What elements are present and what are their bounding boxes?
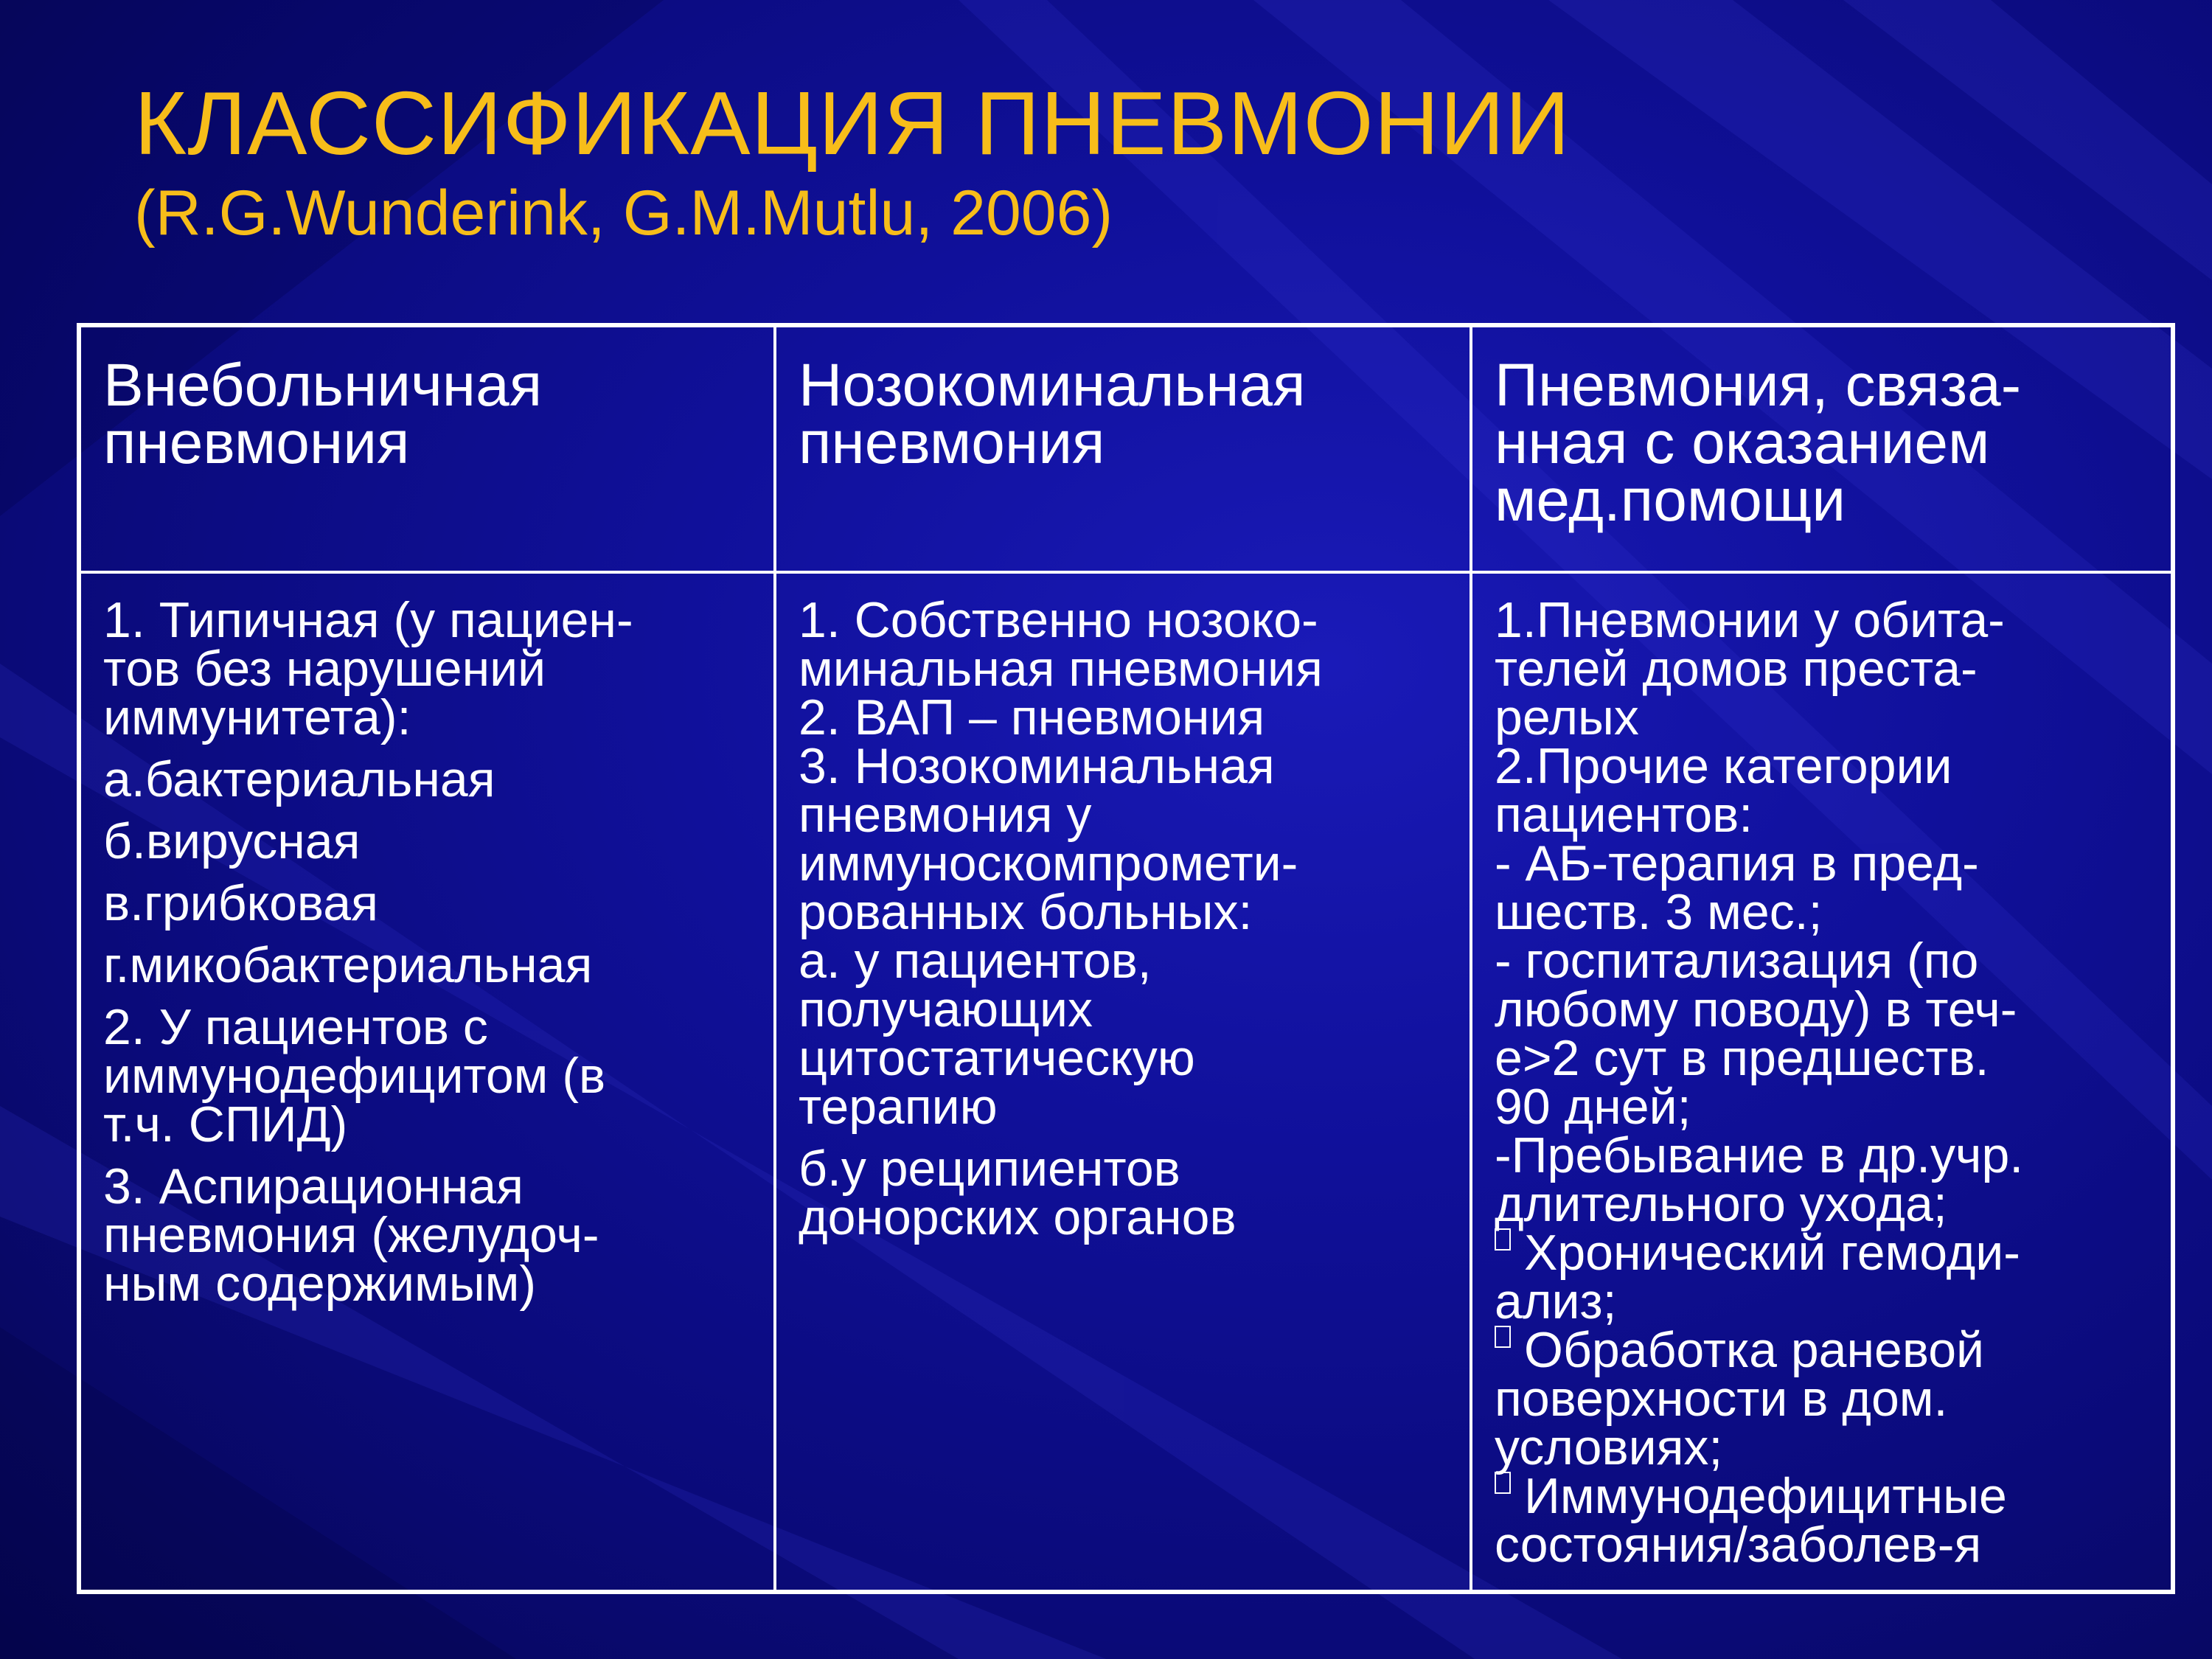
classification-table [77, 323, 2175, 1594]
cell-line: поверхности в дом. [1495, 1371, 1948, 1427]
cell-line: 1. Собственно нозоко- [799, 592, 1318, 648]
cell-line: длительного ухода; [1495, 1176, 1947, 1232]
cell-line: состояния/заболев-я [1495, 1517, 1982, 1573]
cell-line-text: Иммунодефицитные [1524, 1468, 2007, 1524]
cell-line: а. у пациентов, [799, 933, 1152, 989]
header-line: мед.помощи [1495, 467, 1846, 534]
cell-line: - АБ-терапия в пред- [1495, 835, 1979, 891]
cell-community-acquired [79, 572, 775, 1592]
missing-glyph-bullet-icon [1495, 1472, 1511, 1494]
header-line: пневмония [799, 409, 1105, 476]
cell-line: 90 дней; [1495, 1079, 1691, 1135]
cell-line-bulleted [1495, 1322, 2149, 1378]
header-line: Внебольничная [103, 352, 543, 419]
header-line: нная с оказанием [1495, 409, 1990, 476]
header-line: Нозокоминальная [799, 352, 1306, 419]
cell-line: цитостатическую [799, 1030, 1195, 1086]
cell-line: 2.Прочие категории [1495, 738, 1952, 794]
table-header-row [79, 325, 2173, 572]
cell-line: ализ; [1495, 1273, 1617, 1329]
missing-glyph-bullet-icon [1495, 1326, 1511, 1348]
cell-line: 1. Типичная (у пациен- [103, 592, 633, 648]
cell-line: релых [1495, 689, 1639, 745]
cell-line-text: Хронический гемоди- [1524, 1225, 2020, 1281]
cell-line-text: Обработка раневой [1524, 1322, 1985, 1378]
cell-line-bulleted [1495, 1225, 2149, 1281]
cell-line: б.вирусная [103, 813, 361, 869]
title-block [134, 74, 1571, 254]
cell-line: 1.Пневмонии у обита- [1495, 592, 2005, 648]
cell-line: любому поводу) в теч- [1495, 981, 2017, 1037]
cell-line: ным содержимым) [103, 1256, 536, 1312]
page-subtitle: (R.G.Wunderink, G.M.Mutlu, 2006) [134, 178, 1113, 248]
cell-line: -Пребывание в др.учр. [1495, 1127, 2024, 1183]
cell-line: 2. ВАП – пневмония [799, 689, 1265, 745]
cell-line: терапию [799, 1079, 998, 1135]
header-community-acquired [79, 325, 775, 572]
cell-line: иммунитета): [103, 689, 411, 745]
cell-line: пневмония у [799, 787, 1092, 843]
cell-line: шеств. 3 мес.; [1495, 884, 1823, 940]
cell-line: 2. У пациентов с [103, 999, 488, 1055]
cell-line: тов без нарушений [103, 641, 546, 697]
cell-line: г.микобактериальная [103, 937, 593, 993]
cell-line: рованных больных: [799, 884, 1253, 940]
cell-line: условиях; [1495, 1419, 1723, 1475]
cell-line: 3. Нозокоминальная [799, 738, 1275, 794]
cell-line: иммунодефицитом (в [103, 1048, 606, 1104]
table-row [79, 572, 2173, 1592]
cell-line: пневмония (желудоч- [103, 1207, 599, 1263]
cell-line: пациентов: [1495, 787, 1753, 843]
missing-glyph-bullet-icon [1495, 1228, 1511, 1251]
header-healthcare-associated [1471, 325, 2173, 572]
cell-line: получающих [799, 981, 1093, 1037]
cell-line: - госпитализация (по [1495, 933, 1979, 989]
cell-line: 3. Аспирационная [103, 1158, 524, 1214]
cell-line: минальная пневмония [799, 641, 1323, 697]
header-line: Пневмония, связа- [1495, 352, 2022, 419]
cell-healthcare-associated [1471, 572, 2173, 1592]
cell-nosocomial [775, 572, 1471, 1592]
cell-line: т.ч. СПИД) [103, 1096, 348, 1152]
header-line: пневмония [103, 409, 410, 476]
page-title: КЛАССИФИКАЦИЯ ПНЕВМОНИИ [134, 73, 1571, 173]
cell-line: телей домов преста- [1495, 641, 1978, 697]
cell-line: в.грибковая [103, 875, 378, 931]
cell-line: донорских органов [799, 1189, 1237, 1245]
cell-line-bulleted [1495, 1468, 2149, 1524]
cell-line: иммуноскомпромети- [799, 835, 1298, 891]
cell-line: е>2 сут в предшеств. [1495, 1030, 1989, 1086]
header-nosocomial [775, 325, 1471, 572]
cell-line: б.у реципиентов [799, 1141, 1180, 1197]
cell-line: а.бактериальная [103, 751, 495, 807]
